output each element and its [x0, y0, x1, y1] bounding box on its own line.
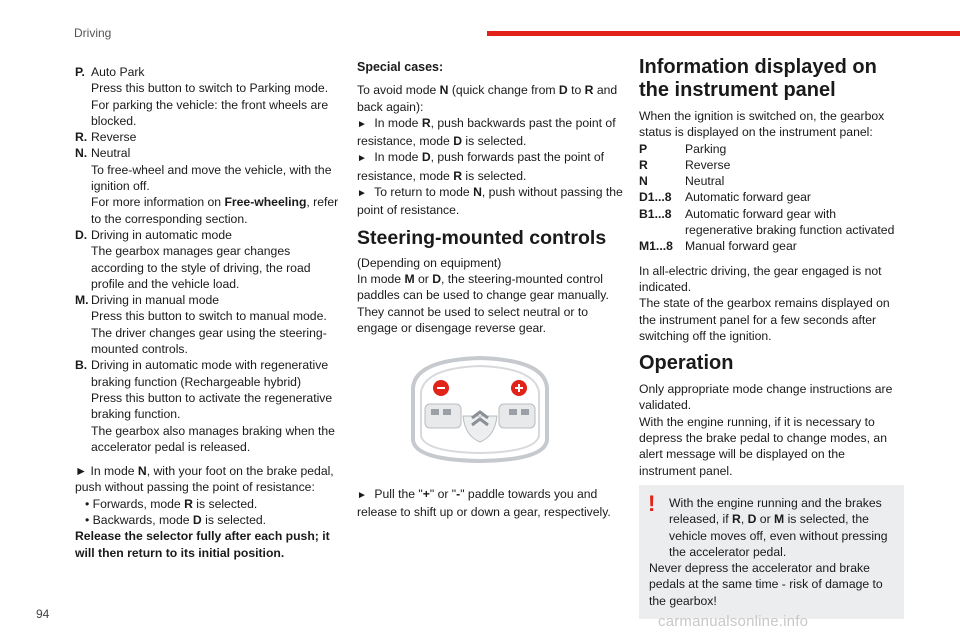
alert-never-text: Never depress the accelerator and brake pedals at the same time - risk of damage to the gearbox! [649, 561, 883, 608]
special-cases-title: Special cases: [357, 60, 444, 74]
column-2 [357, 59, 623, 521]
def-m: M. Driving in manual mode Press this button to switch to manual mode. The driver changes gear using the steering-mounted controls. [75, 293, 327, 357]
avoid-text: To avoid mode N (quick change from D to R and back again): [357, 83, 618, 114]
gear-row: B1...8 Automatic forward gear with regenerative braking function activated [639, 206, 895, 238]
def-r: R. Reverse [75, 130, 137, 145]
arrow-icon: ► [357, 188, 367, 200]
bullet-backwards: • Backwards, mode D is selected. [85, 513, 267, 528]
def-b: B. Driving in automatic mode with regenerative braking function (Rechargeable hybrid) Press this button to activate the regenerative braking function. The gearbox also manages braking when the accelerator pedal is released. [75, 358, 335, 454]
gear-row: R Reverse [639, 157, 731, 172]
gear-row: N Neutral [639, 174, 725, 189]
state-text: The state of the gearbox remains displayed on the instrument panel for a few seconds after switching off the ignition. [639, 296, 890, 343]
ignition-text: When the ignition is switched on, the gearbox status is displayed on the instrument panel: [639, 109, 885, 140]
watermark: carmanualsonline.info [658, 613, 809, 630]
step-r: ► In mode R, push backwards past the point of resistance, mode D is selected. [357, 115, 616, 149]
def-p: P. Auto Park Press this button to switch to Parking mode. For parking the vehicle: the front wheels are blocked. [75, 65, 329, 128]
step-d: ► In mode D, push forwards past the point of resistance, mode R is selected. [357, 150, 605, 183]
arrow-icon: ► [357, 490, 367, 502]
arrow-icon: ► [357, 153, 367, 165]
arrow-icon: ► [357, 118, 367, 130]
info-title: Information displayed on the instrument panel [639, 56, 877, 101]
header-section: Driving [74, 26, 112, 40]
def-n: N. Neutral To free-wheel and move the vehicle, with the ignition off. For more information on Free-wheeling, refer to the corresponding section. [75, 146, 339, 226]
alert-text: With the engine running and the brakes released, if R, D or M is selected, the vehicle moves off, even without pressing the accelerator pedal. [669, 495, 888, 559]
exclamation-icon: ! [648, 490, 656, 516]
release-note: Release the selector fully after each push; it will then return to its initial position. [75, 529, 330, 560]
cannot-text: They cannot be used to select neutral or to engage or disengage reverse gear. [357, 304, 589, 335]
paddles-text: In mode M or D, the steering-mounted control paddles can be used to change gear manually. [357, 271, 609, 303]
all-electric-text: In all-electric driving, the gear engaged is not indicated. [639, 263, 882, 294]
column-3 [639, 56, 904, 619]
gear-list [639, 141, 904, 255]
only-text: Only appropriate mode change instructions are validated. [639, 382, 893, 413]
def-d: D. Driving in automatic mode The gearbox manages gear changes according to the style of driving, the road profile and the vehicle load. [75, 227, 311, 291]
operation-title: Operation [639, 352, 734, 375]
instruction-n: ► In mode N, with your foot on the brake pedal, push without passing the point of resistance: [75, 464, 334, 495]
step-n: ► To return to mode N, push without passing the point of resistance. [357, 185, 623, 218]
pull-text: ► Pull the "+" or "-" paddle towards you and release to shift up or down a gear, respectively. [357, 487, 611, 520]
gear-row: P Parking [639, 141, 727, 156]
page-number: 94 [36, 607, 50, 621]
gear-row: M1...8 Manual forward gear [639, 239, 797, 254]
steering-title: Steering-mounted controls [357, 226, 607, 249]
steering-wheel-icon [405, 354, 555, 464]
header-bar [487, 31, 960, 36]
gear-row: D1...8 Automatic forward gear [639, 190, 811, 205]
bullet-forwards: • Forwards, mode R is selected. [85, 496, 258, 511]
alert-box [639, 485, 904, 619]
depending-text: (Depending on equipment) [357, 255, 502, 270]
column-1 [75, 64, 343, 561]
arrow-icon: ► [75, 464, 88, 479]
engine-running-text: With the engine running, if it is necessary to depress the brake pedal to change modes, an alert message will be displayed on the instrument panel. [639, 414, 887, 478]
